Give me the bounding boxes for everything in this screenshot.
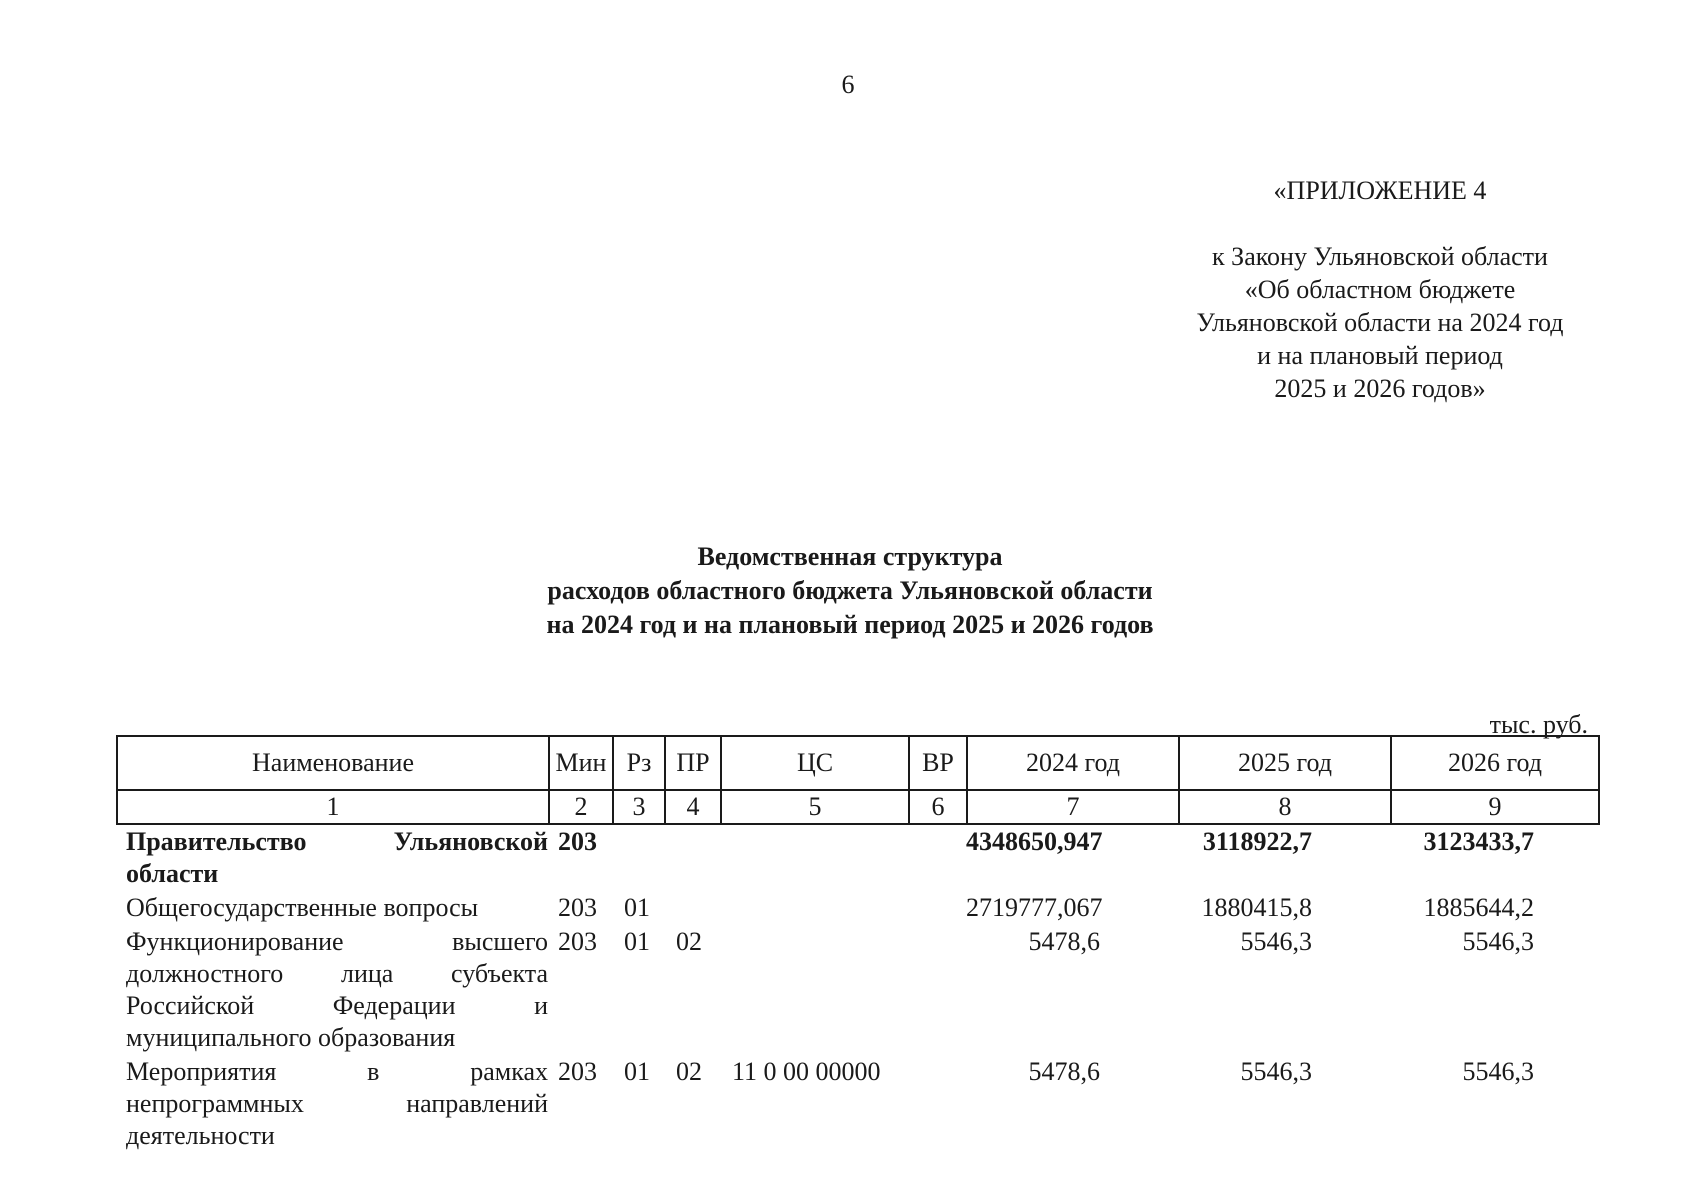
table-row	[116, 926, 1602, 1054]
appendix-law-line: Ульяновской области на 2024 год	[1196, 308, 1564, 337]
appendix-law-line: «Об областном бюджете	[1244, 275, 1516, 304]
appendix-law-line: 2025 и 2026 годов»	[1274, 374, 1486, 403]
document-title-line: расходов областного бюджета Ульяновской области	[547, 576, 1153, 605]
appendix-law-line: к Закону Ульяновской области	[1212, 242, 1548, 271]
appendix-law-line: и на плановый период	[1257, 341, 1503, 370]
budget-table-header	[116, 735, 1600, 825]
row-rz: 01	[624, 893, 650, 922]
column-number: 6	[909, 790, 967, 824]
row-2026: 3123433,7	[1423, 827, 1534, 856]
row-min: 203	[558, 1057, 597, 1086]
column-number: 1	[117, 790, 549, 824]
column-number: 7	[967, 790, 1179, 824]
row-cs: 11 0 00 00000	[732, 1057, 881, 1086]
row-rz: 01	[624, 927, 650, 956]
row-name: Мероприятия в рамках непрограммных направлений деятельности	[126, 1057, 548, 1150]
row-2025: 5546,3	[1240, 927, 1312, 956]
row-2025: 3118922,7	[1202, 827, 1312, 856]
row-2025: 5546,3	[1240, 1057, 1312, 1086]
row-2024: 4348650,947	[966, 827, 1103, 856]
row-2026: 5546,3	[1462, 927, 1534, 956]
column-number: 8	[1179, 790, 1391, 824]
header-rz: Рз	[613, 736, 665, 790]
document-title-line: Ведомственная структура	[697, 542, 1003, 571]
row-2025: 1880415,8	[1201, 893, 1312, 922]
table-row	[116, 892, 1602, 924]
row-min: 203	[558, 827, 597, 856]
units-label: тыс. руб.	[1489, 710, 1588, 739]
row-pr: 02	[676, 1057, 702, 1086]
header-name: Наименование	[117, 736, 549, 790]
header-cs: ЦС	[721, 736, 909, 790]
row-2024: 5478,6	[1028, 1057, 1100, 1086]
table-row	[116, 826, 1602, 890]
column-number: 2	[549, 790, 613, 824]
appendix-law-reference	[1120, 240, 1640, 405]
header-min: Мин	[549, 736, 613, 790]
document-title	[360, 540, 1340, 642]
column-number: 9	[1391, 790, 1599, 824]
row-min: 203	[558, 927, 597, 956]
column-number: 4	[665, 790, 721, 824]
row-2026: 5546,3	[1462, 1057, 1534, 1086]
header-2025: 2025 год	[1179, 736, 1391, 790]
row-pr: 02	[676, 927, 702, 956]
budget-table-body	[116, 826, 1602, 1152]
header-2026: 2026 год	[1391, 736, 1599, 790]
table-row	[116, 1056, 1602, 1152]
row-name: Общегосударственные вопросы	[126, 893, 479, 922]
row-2024: 2719777,067	[966, 893, 1103, 922]
row-min: 203	[558, 893, 597, 922]
appendix-title: «ПРИЛОЖЕНИЕ 4	[1273, 176, 1487, 205]
column-number: 5	[721, 790, 909, 824]
row-name: Функционирование высшего должностного лица субъекта Российской Федерации и муниципального образования	[126, 927, 548, 1052]
column-number: 3	[613, 790, 665, 824]
document-title-line: на 2024 год и на плановый период 2025 и 2026 годов	[546, 610, 1154, 639]
page-number: 6	[841, 70, 855, 99]
row-2024: 5478,6	[1028, 927, 1100, 956]
row-2026: 1885644,2	[1423, 893, 1534, 922]
header-pr: ПР	[665, 736, 721, 790]
header-vr: ВР	[909, 736, 967, 790]
row-name: Правительство Ульяновской области	[126, 827, 548, 888]
header-2024: 2024 год	[967, 736, 1179, 790]
row-rz: 01	[624, 1057, 650, 1086]
